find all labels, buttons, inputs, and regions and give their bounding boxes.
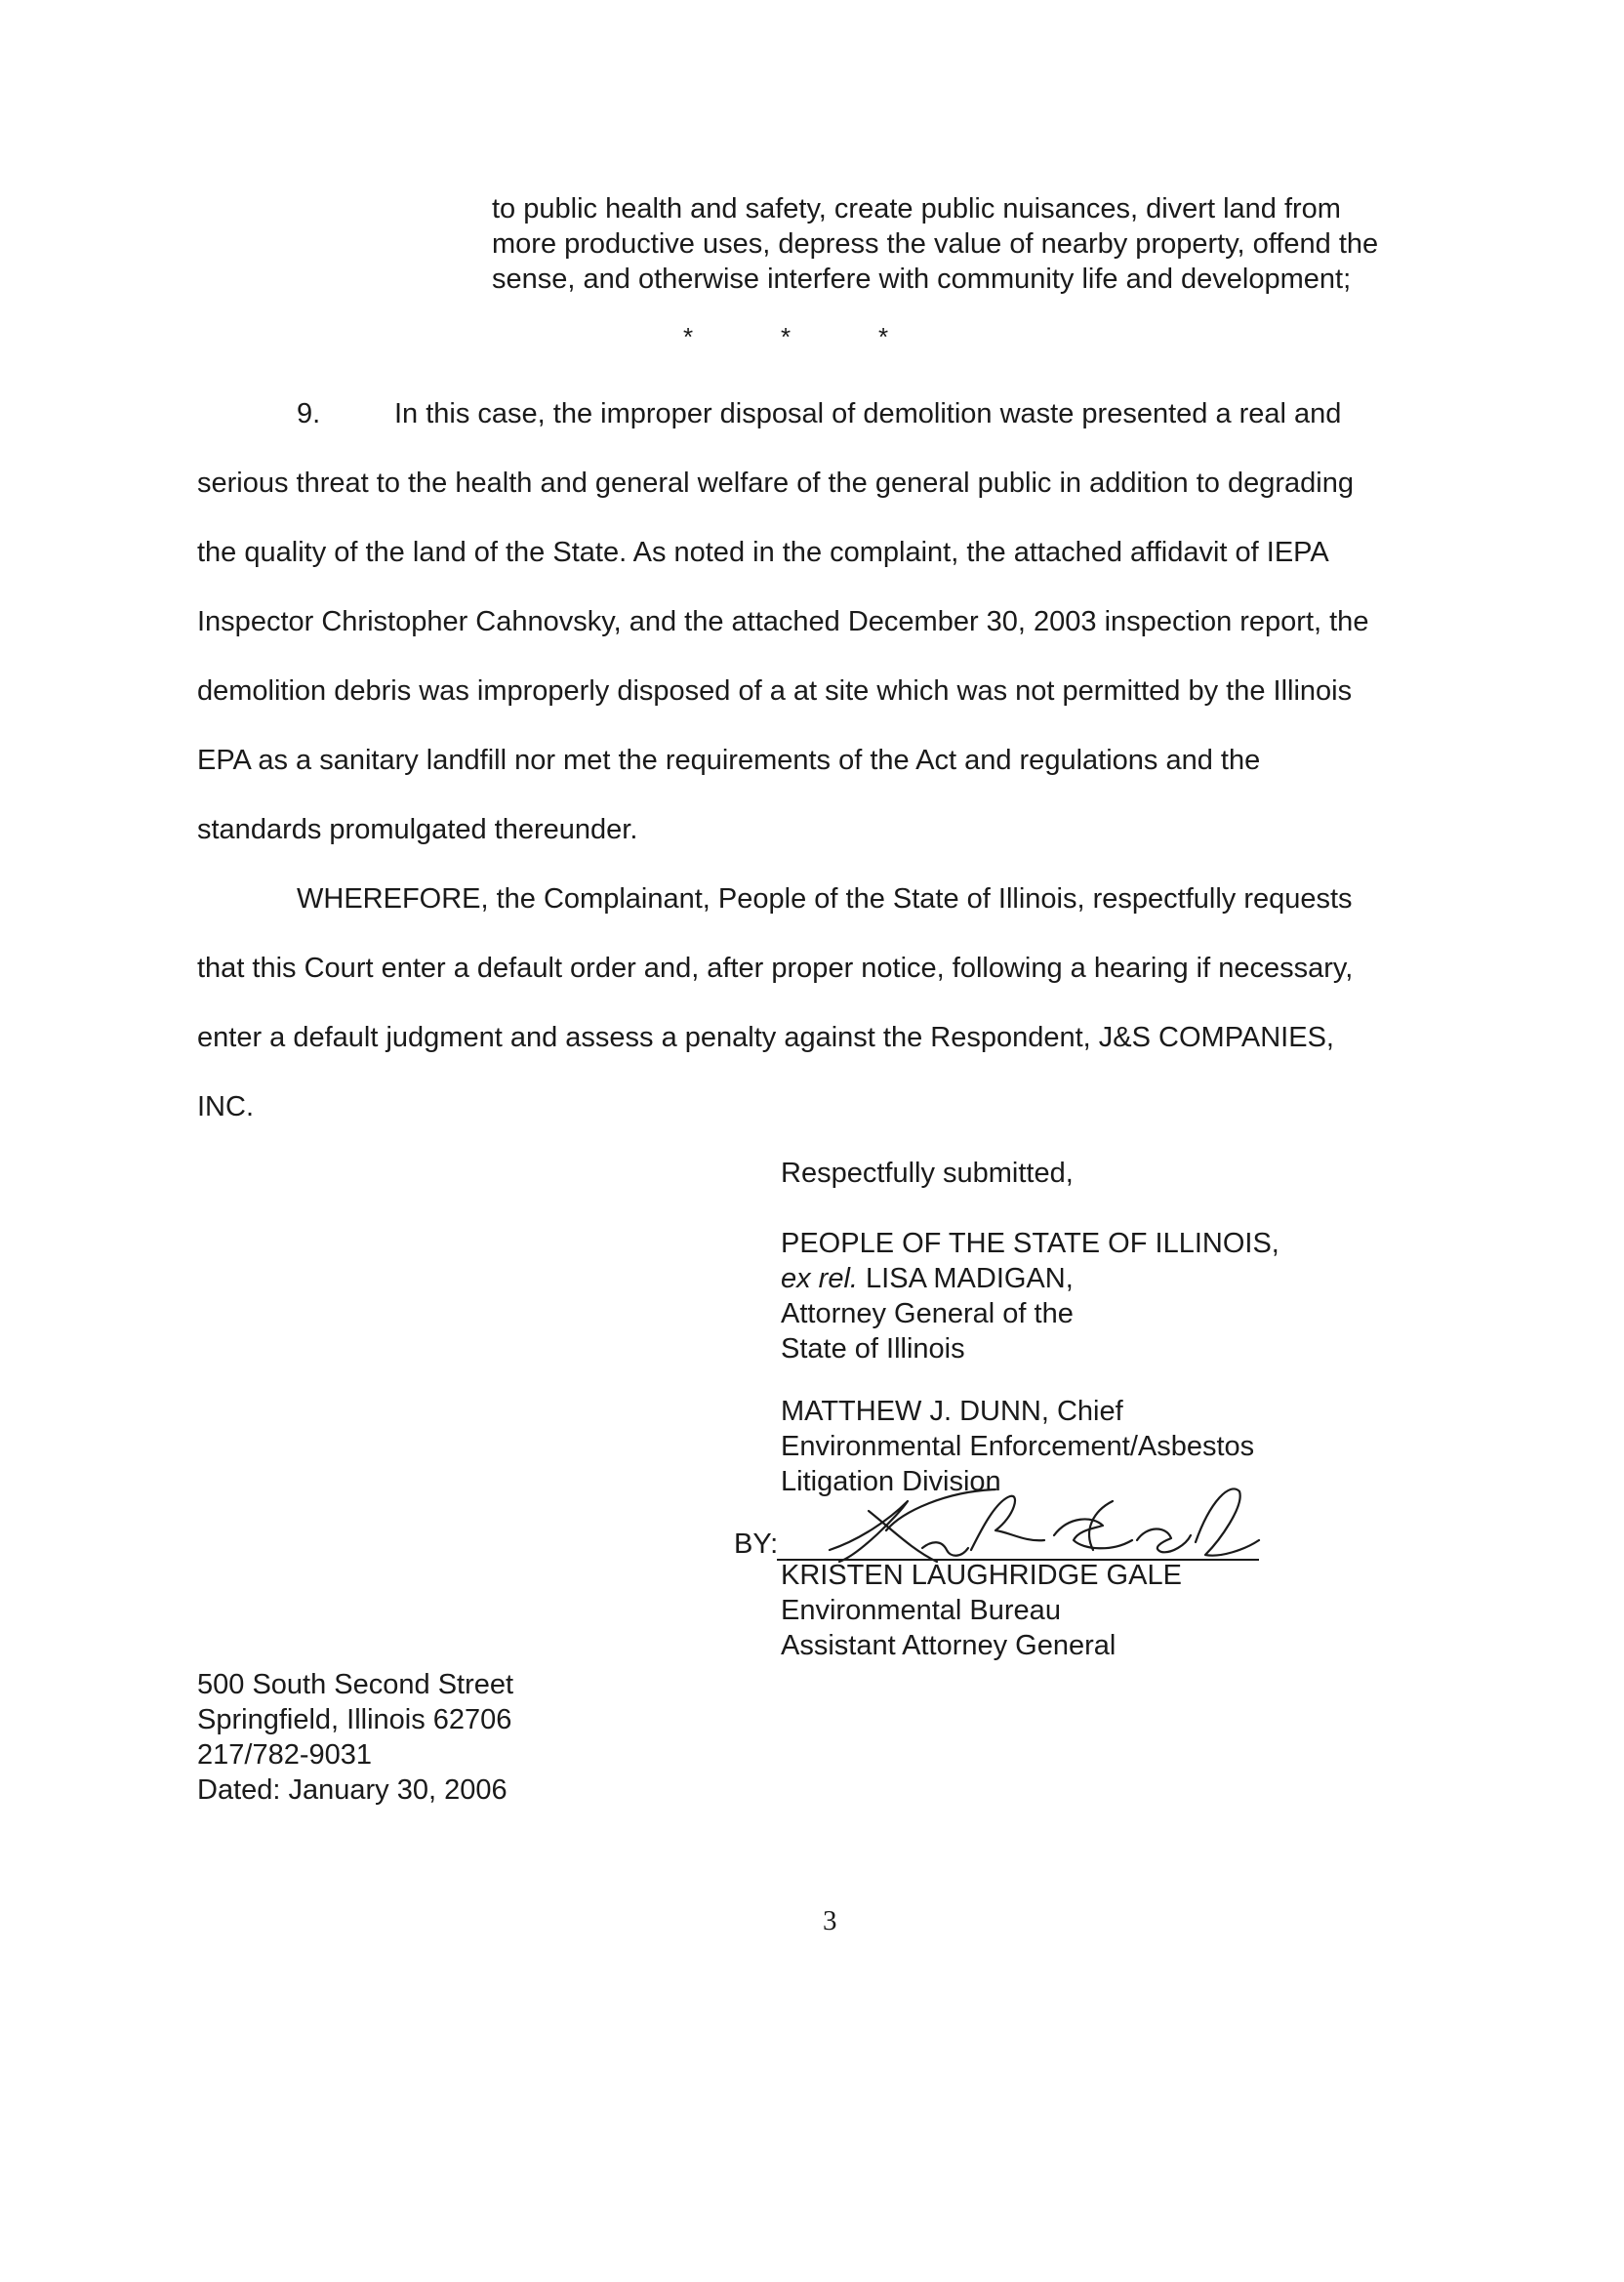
- wherefore-line: enter a default judgment and assess a penalty against the Respondent, J&S COMPANIES,: [197, 1022, 1334, 1053]
- paragraph-number: 9.: [297, 398, 321, 429]
- party-state: State of Illinois: [781, 1333, 965, 1365]
- signer-title: Assistant Attorney General: [781, 1630, 1116, 1661]
- paragraph-line: standards promulgated thereunder.: [197, 814, 638, 845]
- wherefore-line: that this Court enter a default order and, after proper notice, following a hearing if necessary,: [197, 953, 1354, 984]
- by-label: BY:: [734, 1528, 779, 1560]
- quote-line: more productive uses, depress the value of nearby property, offend the: [492, 228, 1379, 260]
- paragraph-line: EPA as a sanitary landfill nor met the requirements of the Act and regulations and the: [197, 745, 1261, 776]
- paragraph-line: the quality of the land of the State. As noted in the complaint, the attached affidavit of IEPA: [197, 537, 1329, 568]
- paragraph-line: Inspector Christopher Cahnovsky, and the attached December 30, 2003 inspection report, the: [197, 606, 1369, 637]
- wherefore-line: INC.: [197, 1091, 254, 1122]
- signer-name: KRISTEN LAUGHRIDGE GALE: [781, 1560, 1182, 1591]
- chief-division-2: Litigation Division: [781, 1466, 1001, 1497]
- signer-unit: Environmental Bureau: [781, 1595, 1061, 1626]
- address-city: Springfield, Illinois 62706: [197, 1704, 512, 1735]
- address-phone: 217/782-9031: [197, 1739, 372, 1771]
- wherefore-line: WHEREFORE, the Complainant, People of the State of Illinois, respectfully requests: [297, 883, 1353, 915]
- page-number: 3: [823, 1905, 837, 1936]
- ellipsis-star: *: [878, 322, 889, 351]
- address-block: [197, 1667, 513, 1808]
- paragraph-line: In this case, the improper disposal of demolition waste presented a real and: [394, 398, 1342, 429]
- ellipsis-star: *: [683, 322, 694, 351]
- ellipsis-star: *: [781, 322, 792, 351]
- address-date: Dated: January 30, 2006: [197, 1774, 508, 1806]
- relator-name: LISA MADIGAN,: [857, 1263, 1074, 1294]
- paragraph-line: serious threat to the health and general welfare of the general public in addition to degrading: [197, 468, 1354, 499]
- party-block: [781, 1226, 1279, 1366]
- party-name: PEOPLE OF THE STATE OF ILLINOIS,: [781, 1228, 1279, 1259]
- party-relation: [781, 1261, 1279, 1296]
- party-title: Attorney General of the: [781, 1298, 1074, 1329]
- closing: Respectfully submitted,: [781, 1158, 1074, 1189]
- block-quote: [492, 191, 1448, 297]
- quote-line: to public health and safety, create public nuisances, divert land from: [492, 193, 1341, 224]
- chief-name: MATTHEW J. DUNN, Chief: [781, 1396, 1123, 1427]
- address-street: 500 South Second Street: [197, 1669, 514, 1700]
- chief-division: Environmental Enforcement/Asbestos: [781, 1431, 1255, 1462]
- signer-block: [781, 1558, 1182, 1663]
- ex-rel-label: ex rel.: [781, 1263, 858, 1294]
- paragraph-line: demolition debris was improperly disposed of a at site which was not permitted by the Illinois: [197, 675, 1353, 707]
- quote-line: sense, and otherwise interfere with community life and development;: [492, 264, 1352, 295]
